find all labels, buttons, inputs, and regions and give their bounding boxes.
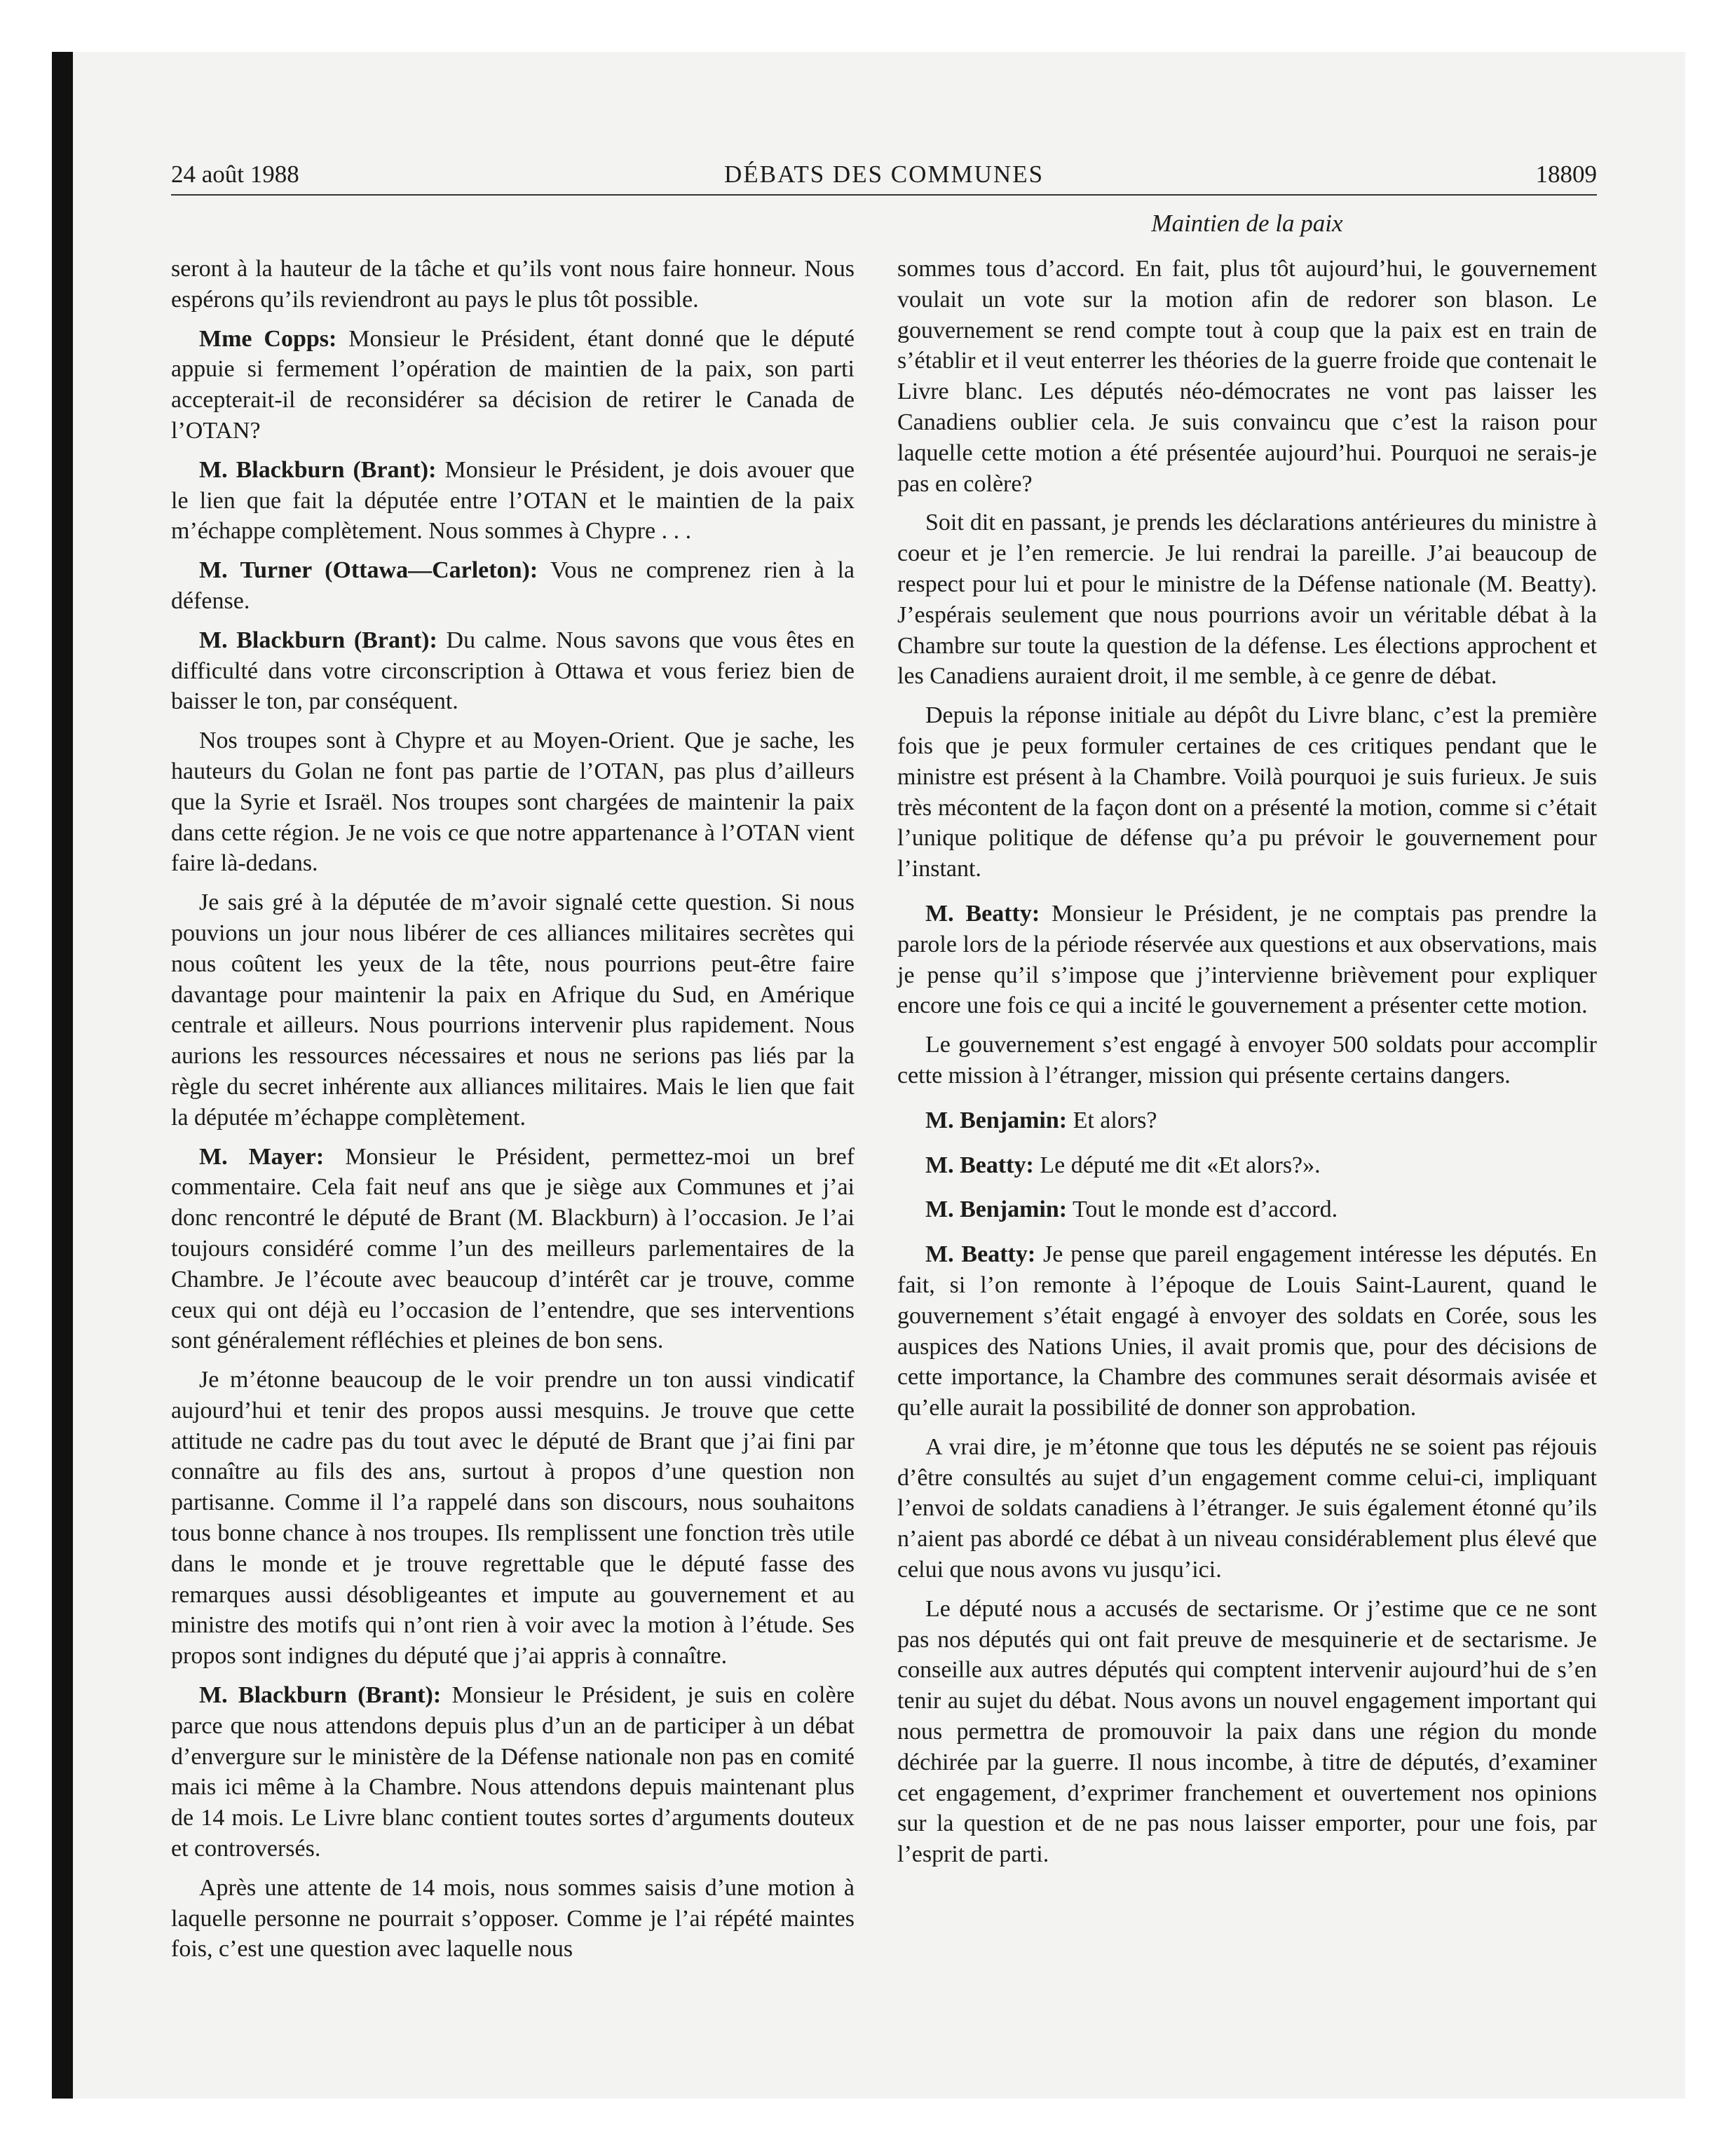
- speaker-name: M. Beatty:: [925, 900, 1040, 927]
- speaker-name: M. Beatty:: [925, 1152, 1034, 1178]
- paragraph: [897, 899, 1597, 1021]
- paragraph-text: Monsieur le Président, étant donné que le député appuie si fermement l’opération de maintien de la paix, son parti accepterait-il de reconsidérer sa décision de retirer le Canada de l’OTAN?: [171, 325, 855, 444]
- paragraph: [171, 625, 855, 717]
- speaker-name: M. Mayer:: [199, 1143, 325, 1170]
- paragraph-text: Monsieur le Président, je dois avouer que le lien que fait la députée entre l’OTAN et le maintien de la paix m’échappe complètement. Nous sommes à Chypre . . .: [171, 456, 855, 545]
- paragraph: [897, 254, 1597, 499]
- header-title: DÉBATS DES COMMUNES: [723, 161, 1045, 188]
- paragraph-text: Je sais gré à la députée de m’avoir signalé cette question. Si nous pouvions un jour nous libérer de ces alliances militaires secrètes qui nous coûtent les yeux de la tête, nous pourrions peut-être faire davantage pour maintenir la paix en Afrique du Sud, en Amérique centrale et ailleurs. Nous pourrions intervenir plus rapidement. Nous aurions les ressources nécessaires et nous ne serions pas liés par la règle du secret inhérente aux alliances militaires. Mais le lien que fait la députée m’échappe complètement.: [171, 889, 855, 1131]
- paragraph: [897, 1239, 1597, 1424]
- binding-edge: [52, 52, 73, 2099]
- paragraph-text: Soit dit en passant, je prends les déclarations antérieures du ministre à coeur et je l’en remercie. Je lui rendrai la pareille. J’ai beaucoup de respect pour lui et pour le ministre de la Défense nationale (M. Beatty). J’espérais seulement que nous pourrions avoir un véritable débat à la Chambre sur toute la question de la défense. Les élections approchent et les Canadiens auraient droit, il me semble, à ce genre de débat.: [897, 510, 1597, 690]
- paragraph-text: Je m’étonne beaucoup de le voir prendre un ton aussi vindicatif aujourd’hui et tenir des propos aussi mesquins. Je trouve que cette attitude ne cadre pas du tout avec le député de Brant que j’ai fini par connaître au fils des ans, surtout à propos d’une question non partisanne. Comme il l’a rappelé dans son discours, nous souhaitons tous bonne chance à nos troupes. Ils remplissent une fonction très utile dans le monde et je trouve regrettable que le député fasse des remarques aussi désobligeantes et impute au gouvernement et au ministre des motifs qui n’ont rien à voir avec la motion à l’étude. Ses propos sont indignes du député que j’ai appris à connaître.: [171, 1367, 855, 1670]
- header-date: 24 août 1988: [171, 161, 299, 188]
- left-column: [171, 254, 855, 1973]
- paragraph: [171, 555, 855, 617]
- paragraph: [897, 507, 1597, 692]
- right-column: [897, 254, 1597, 1878]
- paragraph: [897, 1194, 1597, 1225]
- paragraph-text: Après une attente de 14 mois, nous sommes saisis d’une motion à laquelle personne ne pourrait s’opposer. Comme je l’ai répété maintes fois, c’est une question avec laquelle nous: [171, 1874, 855, 1963]
- paragraph-text: Je pense que pareil engagement intéresse les députés. En fait, si l’on remonte à l’époque de Louis Saint-Laurent, quand le gouvernement s’était engagé à envoyer des soldats en Corée, sous les auspices des Nations Unies, il avait promis que, pour des décisions de cette importance, la Chambre des communes serait désormais avisée et qu’elle aurait la possibilité de donner son approbation.: [897, 1241, 1598, 1421]
- paragraph-text: Monsieur le Président, je suis en colère parce que nous attendons depuis plus d’un an de participer à un débat d’envergure sur le ministère de la Défense nationale non pas en comité mais ici même à la Chambre. Nous attendons depuis maintenant plus de 14 mois. Le Livre blanc contient toutes sortes d’arguments douteux et controversés.: [171, 1682, 855, 1862]
- paragraph: [171, 1142, 855, 1357]
- paragraph: [897, 1150, 1597, 1181]
- speaker-name: M. Turner (Ottawa—Carleton):: [199, 557, 538, 584]
- paragraph: [171, 455, 855, 547]
- paragraph: [897, 1030, 1597, 1091]
- paragraph-text: Le député me dit «Et alors?».: [1040, 1152, 1321, 1178]
- speaker-name: M. Blackburn (Brant):: [199, 456, 437, 483]
- section-title: Maintien de la paix: [1151, 210, 1343, 237]
- header-page-number: 18809: [1535, 161, 1597, 188]
- paragraph-text: Le député nous a accusés de sectarisme. Or j’estime que ce ne sont pas nos députés qui ont fait preuve de mesquinerie et de sectarisme. Je conseille aux autres députés qui comptent intervenir aujourd’hui de s’en tenir au sujet du débat. Nous avons un nouvel engagement important qui nous permettra de promouvoir la paix dans une région du monde déchirée par la guerre. Il nous incombe, à titre de députés, d’examiner cet engagement, d’exprimer franchement et ouvertement nos opinions sur la question et de ne pas nous laisser emporter, pour une fois, par l’esprit de parti.: [897, 1595, 1597, 1868]
- speaker-name: M. Blackburn (Brant):: [199, 1682, 442, 1709]
- speaker-name: M. Benjamin:: [925, 1107, 1068, 1133]
- paragraph-text: Monsieur le Président, je ne comptais pas prendre la parole lors de la période réservée aux questions et aux observations, mais je pense qu’il s’impose que j’intervienne brièvement pour expliquer encore une fois ce qui a incité le gouvernement a présenter cette motion.: [897, 900, 1598, 1019]
- speaker-name: M. Benjamin:: [925, 1196, 1068, 1223]
- paragraph: [171, 1680, 855, 1864]
- paragraph: [171, 324, 855, 446]
- paragraph: [171, 887, 855, 1133]
- paragraph: [897, 700, 1597, 885]
- paragraph-text: Vous ne comprenez rien à la défense.: [171, 557, 855, 614]
- paragraph: [171, 725, 855, 879]
- paragraph-text: A vrai dire, je m’étonne que tous les députés ne se soient pas réjouis d’être consultés au sujet d’un engagement comme celui-ci, impliquant l’envoi de soldats canadiens à l’étranger. Je suis également étonné qu’ils n’aient pas abordé ce débat à un niveau considérablement plus élevé que celui que nous avons vu jusqu’ici.: [897, 1433, 1597, 1583]
- paragraph: [897, 1432, 1597, 1585]
- speaker-name: Mme Copps:: [199, 325, 337, 352]
- paragraph-text: Tout le monde est d’accord.: [1072, 1196, 1338, 1223]
- paragraph-text: Du calme. Nous savons que vous êtes en difficulté dans votre circonscription à Ottawa et vous feriez bien de baisser le ton, par conséquent.: [171, 627, 855, 715]
- paragraph-text: Nos troupes sont à Chypre et au Moyen-Orient. Que je sache, les hauteurs du Golan ne font pas partie de l’OTAN, pas plus d’ailleurs que la Syrie et Israël. Nos troupes sont chargées de maintenir la paix dans cette région. Je ne vois ce que notre appartenance à l’OTAN vient faire là-dedans.: [171, 728, 855, 877]
- paragraph-text: Et alors?: [1073, 1107, 1157, 1133]
- page-header: [171, 158, 1597, 196]
- speaker-name: M. Blackburn (Brant):: [199, 627, 437, 653]
- paragraph-text: seront à la hauteur de la tâche et qu’ils vont nous faire honneur. Nous espérons qu’ils reviendront au pays le plus tôt possible.: [171, 256, 855, 313]
- paragraph: [897, 1594, 1597, 1870]
- paragraph: [171, 1873, 855, 1965]
- speaker-name: M. Beatty:: [925, 1241, 1036, 1268]
- paragraph-text: sommes tous d’accord. En fait, plus tôt aujourd’hui, le gouvernement voulait un vote sur la motion afin de redorer son blason. Le gouvernement se rend compte tout à coup que la paix est en train de s’établir et il veut enterrer les théories de la guerre froide que contenait le Livre blanc. Les députés néo-démocrates ne vont pas laisser les Canadiens oublier cela. Je suis convaincu que c’est la raison pour laquelle cette motion a été présentée aujourd’hui. Pourquoi ne serais-je pas en colère?: [897, 256, 1597, 497]
- paragraph-text: Monsieur le Président, permettez-moi un bref commentaire. Cela fait neuf ans que je siège aux Communes et j’ai donc rencontré le député de Brant (M. Blackburn) à l’occasion. Je l’ai toujours considéré comme l’un des meilleurs parlementaires de la Chambre. Je l’écoute avec beaucoup d’intérêt car je trouve, comme ceux qui ont déjà eu l’occasion de l’entendre, que ses interventions sont généralement réfléchies et pleines de bon sens.: [171, 1143, 855, 1354]
- paragraph: [897, 1105, 1597, 1136]
- paragraph-text: Le gouvernement s’est engagé à envoyer 500 soldats pour accomplir cette mission à l’étranger, mission qui présente certains dangers.: [897, 1032, 1597, 1089]
- paragraph: [171, 1365, 855, 1672]
- paragraph: [171, 254, 855, 315]
- paragraph-text: Depuis la réponse initiale au dépôt du Livre blanc, c’est la première fois que je peux formuler certaines de ces critiques pendant que le ministre est présent à la Chambre. Voilà pourquoi je suis furieux. Je suis très mécontent de la façon dont on a présenté la motion, comme si c’était l’unique politique de défense qu’a pu prévoir le gouvernement pour l’instant.: [897, 702, 1597, 882]
